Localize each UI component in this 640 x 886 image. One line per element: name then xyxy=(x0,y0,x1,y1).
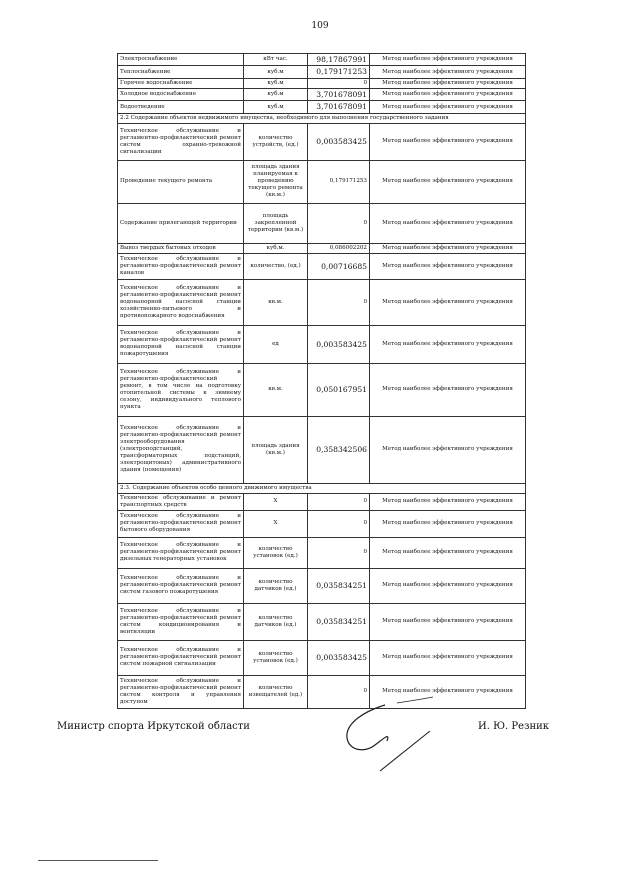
calculation-method: Метод наиболее эффективного учреждения xyxy=(370,66,526,78)
service-name: Техническое обслуживание и регламентно-профилактический ремонт систем газового пожаротушения xyxy=(118,568,244,603)
calculation-method: Метод наиболее эффективного учреждения xyxy=(370,363,526,416)
unit-of-measure: площадь здания планируемая к проведению текущего ремонта (кв.м.) xyxy=(244,160,308,203)
service-name: Техническое обслуживание и регламентно-профилактический ремонт бытового оборудования xyxy=(118,510,244,537)
service-name: Теплоснабжение xyxy=(118,66,244,78)
unit-of-measure: куб.м xyxy=(244,66,308,78)
calculation-method: Метод наиболее эффективного учреждения xyxy=(370,123,526,160)
calculation-method: Метод наиболее эффективного учреждения xyxy=(370,675,526,708)
service-name: Содержание прилегающей территории xyxy=(118,203,244,243)
calculation-method: Метод наиболее эффективного учреждения xyxy=(370,54,526,66)
service-name: Техническое обслуживание и регламентно-профилактический ремонт каналов xyxy=(118,253,244,279)
service-name: Техническое обслуживание и регламентно-профилактический ремонт дизельных генераторных установок xyxy=(118,537,244,568)
calculation-method: Метод наиболее эффективного учреждения xyxy=(370,603,526,640)
unit-of-measure: количество датчиков (ед.) xyxy=(244,568,308,603)
table-row xyxy=(118,675,526,708)
unit-of-measure: куб.м. xyxy=(244,243,308,253)
unit-of-measure: площадь закрепленной территории (кв.м.) xyxy=(244,203,308,243)
calculation-method: Метод наиболее эффективного учреждения xyxy=(370,325,526,363)
calculation-method: Метод наиболее эффективного учреждения xyxy=(370,253,526,279)
section-title: 2.2 Содержание объектов недвижимого имущества, необходимого для выполнения государственного задания xyxy=(118,113,526,123)
norm-value: 3,701678091 xyxy=(308,88,370,100)
calculation-method: Метод наиболее эффективного учреждения xyxy=(370,537,526,568)
service-name: Техническое обслуживание и регламентно-профилактический ремонт систем кондиционирования и вентиляции xyxy=(118,603,244,640)
table-row xyxy=(118,537,526,568)
signature xyxy=(335,693,445,773)
calculation-method: Метод наиболее эффективного учреждения xyxy=(370,101,526,113)
service-name: Проведение текущего ремонта xyxy=(118,160,244,203)
cost-table xyxy=(117,53,526,709)
calculation-method: Метод наиболее эффективного учреждения xyxy=(370,88,526,100)
table-row xyxy=(118,640,526,675)
unit-of-measure: кВт час. xyxy=(244,54,308,66)
norm-value: 0,003583425 xyxy=(308,640,370,675)
table-row xyxy=(118,493,526,510)
unit-of-measure: ед xyxy=(244,325,308,363)
norm-value: 0 xyxy=(308,537,370,568)
calculation-method: Метод наиболее эффективного учреждения xyxy=(370,493,526,510)
norm-value: 0,035834251 xyxy=(308,568,370,603)
unit-of-measure: Х xyxy=(244,493,308,510)
norm-value: 0,00716685 xyxy=(308,253,370,279)
unit-of-measure: количество установок (ед.) xyxy=(244,537,308,568)
service-name: Вывоз твердых бытовых отходов xyxy=(118,243,244,253)
table-row xyxy=(118,279,526,325)
page-number: 109 xyxy=(311,21,329,31)
unit-of-measure: кв.м. xyxy=(244,363,308,416)
footnote-rule xyxy=(38,860,158,861)
service-name: Техническое обслуживание и регламентно-профилактический ремонт, в том числе на подготовку отопительной системы к зимнему сезону, индивидуального теплового пункта xyxy=(118,363,244,416)
unit-of-measure: куб.м xyxy=(244,88,308,100)
table-row xyxy=(118,416,526,483)
service-name: Холодное водоснабжение xyxy=(118,88,244,100)
norm-value: 0 xyxy=(308,510,370,537)
norm-value: 0 xyxy=(308,675,370,708)
unit-of-measure: куб.м xyxy=(244,101,308,113)
unit-of-measure: количество датчиков (ед.) xyxy=(244,603,308,640)
calculation-method: Метод наиболее эффективного учреждения xyxy=(370,279,526,325)
norm-value: 0 xyxy=(308,78,370,88)
unit-of-measure: площадь здания (кв.м.) xyxy=(244,416,308,483)
service-name: Горячее водоснабжение xyxy=(118,78,244,88)
calculation-method: Метод наиболее эффективного учреждения xyxy=(370,78,526,88)
signatory-name: И. Ю. Резник xyxy=(478,721,550,732)
service-name: Техническое обслуживание и регламентно-профилактический ремонт систем контроля и управления доступом xyxy=(118,675,244,708)
service-name: Водоотведение xyxy=(118,101,244,113)
table-row xyxy=(118,510,526,537)
unit-of-measure: Х xyxy=(244,510,308,537)
section-title: 2.3. Содержание объектов особо ценного движимого имущества xyxy=(118,483,526,493)
unit-of-measure: количество, (ед.) xyxy=(244,253,308,279)
service-name: Электроснабжение xyxy=(118,54,244,66)
calculation-method: Метод наиболее эффективного учреждения xyxy=(370,568,526,603)
norm-value: 0,050167951 xyxy=(308,363,370,416)
calculation-method: Метод наиболее эффективного учреждения xyxy=(370,160,526,203)
norm-value: 0,086002202 xyxy=(308,243,370,253)
norm-value: 98,17867991 xyxy=(308,54,370,66)
section-row xyxy=(118,483,526,493)
unit-of-measure: количество устройств, (ед.) xyxy=(244,123,308,160)
section-row xyxy=(118,113,526,123)
norm-value: 0,003583425 xyxy=(308,325,370,363)
norm-value: 0,179171253 xyxy=(308,66,370,78)
service-name: Техническое обслуживание и регламентно-профилактический ремонт водонапорной насосной станции пожаротушения xyxy=(118,325,244,363)
unit-of-measure: количество установок (ед.) xyxy=(244,640,308,675)
service-name: Техническое обслуживание и регламентно-профилактический ремонт электрооборудования (электроподстанций, трансформаторных подстанций, электрощитовых) административного здания (помещения) xyxy=(118,416,244,483)
norm-value: 0,358342506 xyxy=(308,416,370,483)
table-row xyxy=(118,101,526,113)
unit-of-measure: количество извещателей (ед.) xyxy=(244,675,308,708)
signatory-position: Министр спорта Иркутской области xyxy=(57,721,250,732)
service-name: Техническое обслуживание и регламентно-профилактический ремонт систем пожарной сигнализации xyxy=(118,640,244,675)
cost-table-body xyxy=(118,54,526,709)
table-row xyxy=(118,160,526,203)
norm-value: 0,179171253 xyxy=(308,160,370,203)
table-row xyxy=(118,54,526,66)
norm-value: 3,701678091 xyxy=(308,101,370,113)
norm-value: 0,003583425 xyxy=(308,123,370,160)
table-row xyxy=(118,203,526,243)
table-row xyxy=(118,363,526,416)
table-row xyxy=(118,66,526,78)
table-row xyxy=(118,253,526,279)
calculation-method: Метод наиболее эффективного учреждения xyxy=(370,640,526,675)
norm-value: 0 xyxy=(308,493,370,510)
service-name: Техническое обслуживание и регламентно-профилактический ремонт систем охранно-тревожной сигнализации xyxy=(118,123,244,160)
table-row xyxy=(118,78,526,88)
table-row xyxy=(118,568,526,603)
table-row xyxy=(118,123,526,160)
service-name: Техническое обслуживание и ремонт транспортных средств xyxy=(118,493,244,510)
table-row xyxy=(118,603,526,640)
unit-of-measure: кв.м. xyxy=(244,279,308,325)
norm-value: 0 xyxy=(308,279,370,325)
calculation-method: Метод наиболее эффективного учреждения xyxy=(370,416,526,483)
unit-of-measure: куб.м xyxy=(244,78,308,88)
norm-value: 0 xyxy=(308,203,370,243)
service-name: Техническое обслуживание и регламентно-профилактический ремонт водонапорной насосной станции хозяйственно-питьевого и противопожарного водоснабжения xyxy=(118,279,244,325)
calculation-method: Метод наиболее эффективного учреждения xyxy=(370,243,526,253)
calculation-method: Метод наиболее эффективного учреждения xyxy=(370,510,526,537)
table-row xyxy=(118,88,526,100)
calculation-method: Метод наиболее эффективного учреждения xyxy=(370,203,526,243)
norm-value: 0,035834251 xyxy=(308,603,370,640)
table-row xyxy=(118,325,526,363)
table-row xyxy=(118,243,526,253)
